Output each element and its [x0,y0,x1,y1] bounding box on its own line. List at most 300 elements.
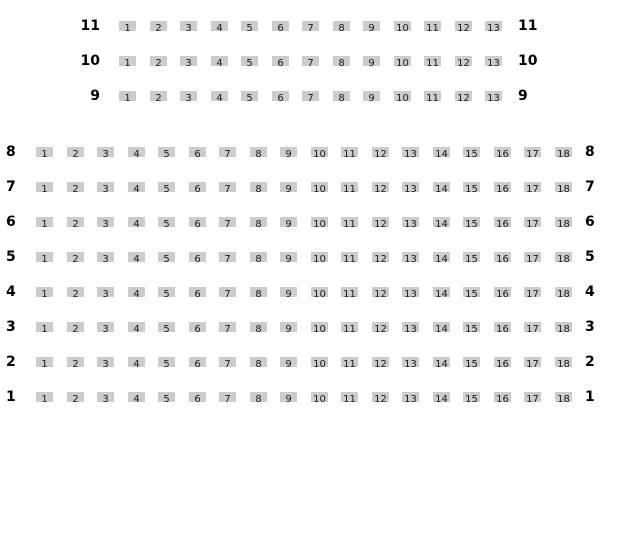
seat[interactable] [250,322,267,335]
seat[interactable] [372,182,389,195]
seat-number: 6 [277,58,284,69]
seat-number: 10 [313,394,326,405]
seat-number: 5 [163,359,170,370]
seat-number: 13 [404,324,417,335]
row-label-right: 4 [585,284,595,300]
seat-number: 5 [163,149,170,160]
seat[interactable] [211,56,228,69]
seat[interactable] [463,322,480,335]
seat[interactable] [280,287,297,300]
seat-number: 11 [343,394,356,405]
seat[interactable] [97,322,114,335]
seat-number: 11 [343,254,356,265]
seat-number: 11 [426,23,439,34]
seat[interactable] [128,147,145,160]
seat[interactable] [455,56,472,69]
seat[interactable] [119,91,136,104]
seat[interactable] [555,287,572,300]
seat[interactable] [494,252,511,265]
seat-number: 12 [374,394,387,405]
seat[interactable] [524,392,541,405]
seat[interactable] [180,91,197,104]
row-label-right: 7 [585,179,595,195]
seat[interactable] [158,357,175,370]
seat[interactable] [36,357,53,370]
seat-number: 6 [194,324,201,335]
seat[interactable] [402,322,419,335]
seat[interactable] [311,392,328,405]
seat-number: 4 [133,359,140,370]
seat-number: 16 [496,149,509,160]
seat[interactable] [280,182,297,195]
seat[interactable] [219,357,236,370]
seat[interactable] [424,56,441,69]
seat-number: 14 [435,289,448,300]
seat[interactable] [280,252,297,265]
seat[interactable] [219,322,236,335]
row-label-right: 3 [585,319,595,335]
seat[interactable] [555,357,572,370]
seat-number: 15 [465,289,478,300]
seat-number: 11 [343,149,356,160]
seat[interactable] [158,182,175,195]
seat-number: 14 [435,359,448,370]
seat-number: 10 [396,93,409,104]
seat[interactable] [433,252,450,265]
seat[interactable] [555,322,572,335]
seat[interactable] [524,287,541,300]
seat[interactable] [372,287,389,300]
seat[interactable] [67,357,84,370]
seat[interactable] [128,252,145,265]
seat[interactable] [302,91,319,104]
seat[interactable] [311,357,328,370]
seat-number: 18 [557,289,570,300]
seat[interactable] [524,252,541,265]
seat[interactable] [372,322,389,335]
seat-number: 12 [374,219,387,230]
seat[interactable] [119,21,136,34]
seat-number: 13 [404,219,417,230]
seat-number: 3 [185,58,192,69]
seat[interactable] [36,322,53,335]
seat-number: 13 [487,93,500,104]
seat[interactable] [485,21,502,34]
seat[interactable] [189,252,206,265]
seat-number: 7 [224,254,231,265]
seat-number: 16 [496,254,509,265]
seat[interactable] [272,91,289,104]
seat-number: 17 [526,324,539,335]
seat-number: 8 [255,184,262,195]
seat[interactable] [494,217,511,230]
seat[interactable] [341,392,358,405]
seat[interactable] [433,182,450,195]
seat[interactable] [372,252,389,265]
row-label-right: 10 [518,53,538,69]
seat[interactable] [158,147,175,160]
seat[interactable] [402,147,419,160]
seat-number: 10 [313,359,326,370]
seat-number: 9 [368,23,375,34]
seat-number: 8 [255,219,262,230]
seat[interactable] [158,252,175,265]
seat[interactable] [250,147,267,160]
seat[interactable] [433,287,450,300]
seat[interactable] [333,21,350,34]
seat[interactable] [97,147,114,160]
seat[interactable] [494,182,511,195]
seat[interactable] [341,217,358,230]
seat[interactable] [524,182,541,195]
seat[interactable] [150,91,167,104]
row-label-left: 5 [6,249,16,265]
seat[interactable] [250,392,267,405]
seat[interactable] [341,182,358,195]
seat[interactable] [189,392,206,405]
seat[interactable] [67,392,84,405]
seat[interactable] [119,56,136,69]
seat-number: 16 [496,219,509,230]
seat-number: 18 [557,324,570,335]
seat[interactable] [311,147,328,160]
seat[interactable] [189,287,206,300]
seat[interactable] [372,357,389,370]
seat-number: 14 [435,184,448,195]
seat[interactable] [494,392,511,405]
seat[interactable] [67,252,84,265]
seat[interactable] [433,217,450,230]
seat[interactable] [402,252,419,265]
seat[interactable] [250,252,267,265]
seat[interactable] [36,252,53,265]
seat[interactable] [494,147,511,160]
seat[interactable] [555,182,572,195]
seat-number: 12 [374,184,387,195]
seat-number: 5 [246,58,253,69]
seat[interactable] [402,217,419,230]
row-label-left: 3 [6,319,16,335]
seat[interactable] [363,91,380,104]
seat[interactable] [394,56,411,69]
seat-number: 11 [343,359,356,370]
seat[interactable] [241,56,258,69]
seat-number: 10 [396,23,409,34]
seat[interactable] [433,322,450,335]
seat[interactable] [241,91,258,104]
seat-number: 12 [374,289,387,300]
seat-number: 9 [368,58,375,69]
row-label-right: 9 [518,88,528,104]
row-label-left: 7 [6,179,16,195]
seat[interactable] [219,252,236,265]
seat-number: 11 [343,219,356,230]
seat[interactable] [494,357,511,370]
seat[interactable] [463,147,480,160]
seat[interactable] [36,392,53,405]
seat[interactable] [158,287,175,300]
seat[interactable] [433,147,450,160]
seat-number: 18 [557,219,570,230]
seat-number: 7 [224,219,231,230]
row-label-right: 5 [585,249,595,265]
seat[interactable] [150,56,167,69]
seat[interactable] [189,357,206,370]
seat-number: 10 [313,324,326,335]
seat-number: 17 [526,184,539,195]
seat-number: 4 [216,58,223,69]
seat-number: 5 [163,289,170,300]
seat-number: 3 [102,219,109,230]
seat[interactable] [341,287,358,300]
seat[interactable] [311,287,328,300]
row-label-right: 8 [585,144,595,160]
seat[interactable] [189,182,206,195]
seat[interactable] [128,217,145,230]
seat-number: 3 [102,149,109,160]
seat-number: 2 [155,58,162,69]
seat[interactable] [128,287,145,300]
seat[interactable] [455,91,472,104]
seat-number: 3 [102,254,109,265]
seat[interactable] [219,217,236,230]
seat[interactable] [555,252,572,265]
seat-number: 12 [374,254,387,265]
seat[interactable] [463,252,480,265]
seat-number: 15 [465,394,478,405]
seat-number: 18 [557,394,570,405]
seat-number: 6 [194,394,201,405]
seat-number: 6 [194,254,201,265]
seat[interactable] [128,322,145,335]
seat[interactable] [250,287,267,300]
seat[interactable] [555,147,572,160]
seat[interactable] [524,322,541,335]
seat-number: 1 [124,23,131,34]
seat-number: 12 [374,149,387,160]
seat[interactable] [311,252,328,265]
seat[interactable] [402,357,419,370]
seat-number: 13 [487,58,500,69]
row-label-left: 4 [6,284,16,300]
seat-number: 3 [102,289,109,300]
seat[interactable] [424,21,441,34]
seat-number: 11 [343,184,356,195]
seat-number: 8 [255,289,262,300]
seat[interactable] [280,147,297,160]
seat[interactable] [36,217,53,230]
seat-number: 18 [557,184,570,195]
seat-number: 6 [194,184,201,195]
seat-number: 4 [133,324,140,335]
seat[interactable] [455,21,472,34]
seat-number: 3 [102,394,109,405]
seat-number: 2 [72,289,79,300]
seat-number: 13 [404,254,417,265]
seat[interactable] [97,182,114,195]
seat[interactable] [150,21,167,34]
seat[interactable] [463,392,480,405]
seat[interactable] [433,357,450,370]
seat-number: 4 [133,219,140,230]
seat[interactable] [128,392,145,405]
seat[interactable] [485,91,502,104]
seat[interactable] [280,322,297,335]
seat[interactable] [36,287,53,300]
seat[interactable] [394,91,411,104]
seat[interactable] [402,182,419,195]
seat[interactable] [219,287,236,300]
seat-number: 13 [404,359,417,370]
seat[interactable] [67,322,84,335]
seat[interactable] [189,322,206,335]
seat[interactable] [402,392,419,405]
seat[interactable] [158,392,175,405]
seat[interactable] [189,147,206,160]
seat-number: 12 [457,23,470,34]
seat-number: 4 [133,184,140,195]
seat[interactable] [67,147,84,160]
seat-number: 7 [307,58,314,69]
seat[interactable] [341,147,358,160]
row-label-left: 10 [80,53,100,69]
seat[interactable] [311,217,328,230]
seat-number: 2 [72,254,79,265]
seat[interactable] [280,217,297,230]
seat[interactable] [433,392,450,405]
seat-number: 5 [163,219,170,230]
seat[interactable] [555,392,572,405]
seat[interactable] [463,217,480,230]
seat[interactable] [524,147,541,160]
seat[interactable] [219,182,236,195]
seat[interactable] [402,287,419,300]
seat-number: 8 [255,324,262,335]
seat-number: 2 [72,149,79,160]
seat[interactable] [97,252,114,265]
seat[interactable] [280,392,297,405]
seat-number: 11 [343,324,356,335]
seat[interactable] [97,287,114,300]
seat[interactable] [250,217,267,230]
seat[interactable] [494,322,511,335]
seat-number: 4 [133,149,140,160]
seat[interactable] [211,91,228,104]
seat[interactable] [302,56,319,69]
seat-number: 12 [457,93,470,104]
seat[interactable] [372,392,389,405]
seat[interactable] [272,21,289,34]
seat-number: 15 [465,219,478,230]
seat[interactable] [424,91,441,104]
seat[interactable] [333,56,350,69]
seat[interactable] [241,21,258,34]
seat[interactable] [180,21,197,34]
seat[interactable] [158,217,175,230]
seat[interactable] [180,56,197,69]
seat-number: 5 [163,254,170,265]
seat[interactable] [272,56,289,69]
seat[interactable] [524,217,541,230]
seat[interactable] [333,91,350,104]
seat[interactable] [97,392,114,405]
seat[interactable] [67,287,84,300]
seat[interactable] [463,357,480,370]
seat[interactable] [372,147,389,160]
seat-number: 7 [307,23,314,34]
row-label-right: 11 [518,18,538,34]
seat[interactable] [311,182,328,195]
seat-number: 6 [194,149,201,160]
seat[interactable] [341,252,358,265]
seat[interactable] [67,182,84,195]
seat-number: 8 [338,93,345,104]
seat[interactable] [341,357,358,370]
seat[interactable] [67,217,84,230]
seat-number: 7 [224,149,231,160]
seat[interactable] [524,357,541,370]
seat[interactable] [302,21,319,34]
seat[interactable] [211,21,228,34]
seat-number: 8 [255,394,262,405]
seat-number: 18 [557,254,570,265]
seat[interactable] [311,322,328,335]
seat[interactable] [494,287,511,300]
seat[interactable] [463,182,480,195]
seat-number: 13 [404,289,417,300]
seat[interactable] [280,357,297,370]
seat[interactable] [36,182,53,195]
seat[interactable] [250,357,267,370]
seat[interactable] [363,21,380,34]
seat[interactable] [128,357,145,370]
seat-number: 1 [41,324,48,335]
seat[interactable] [250,182,267,195]
seat-number: 16 [496,324,509,335]
seat-number: 4 [133,254,140,265]
seat-number: 10 [396,58,409,69]
seat[interactable] [219,147,236,160]
seat-number: 11 [426,58,439,69]
row-label-right: 6 [585,214,595,230]
seat[interactable] [36,147,53,160]
seat-number: 13 [404,149,417,160]
seat-number: 9 [285,219,292,230]
seat[interactable] [128,182,145,195]
seat[interactable] [363,56,380,69]
seat[interactable] [97,217,114,230]
seat[interactable] [219,392,236,405]
seat-number: 1 [41,394,48,405]
seat-number: 4 [133,394,140,405]
seat-number: 7 [224,184,231,195]
seat-number: 5 [163,324,170,335]
seat[interactable] [485,56,502,69]
seat-number: 14 [435,324,448,335]
seat[interactable] [394,21,411,34]
seat[interactable] [555,217,572,230]
seat[interactable] [158,322,175,335]
seat-number: 15 [465,254,478,265]
seat[interactable] [97,357,114,370]
seat[interactable] [372,217,389,230]
seat[interactable] [463,287,480,300]
seat[interactable] [341,322,358,335]
seat[interactable] [189,217,206,230]
seat-number: 2 [155,93,162,104]
seat-number: 1 [124,58,131,69]
seat-number: 18 [557,149,570,160]
